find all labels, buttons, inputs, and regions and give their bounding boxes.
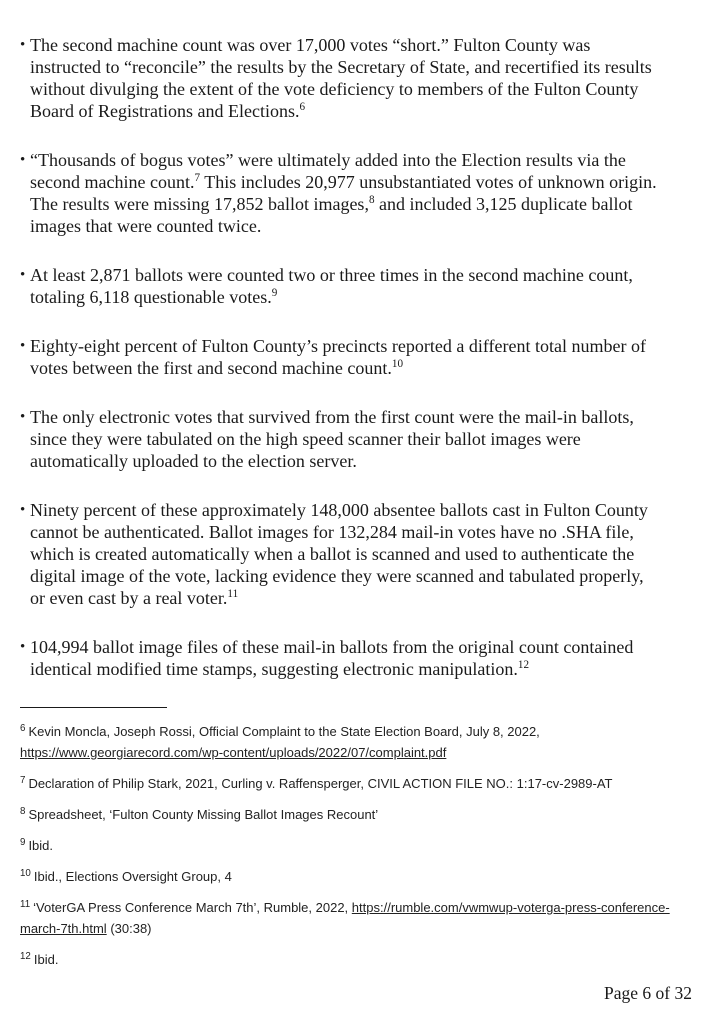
footnote	[20, 897, 710, 939]
footnote-text-segment: Kevin Moncla, Joseph Rossi, Official Complaint to the State Election Board, July 8, 2022,	[28, 724, 540, 739]
footnote-text-segment: Ibid., Elections Oversight Group, 4	[33, 869, 232, 884]
footnote-text-segment: Ibid.	[33, 952, 59, 967]
bullet-text	[30, 264, 662, 308]
footnote-marker: 6	[20, 722, 26, 734]
bullet-marker: •	[20, 409, 26, 425]
bullet-text	[30, 34, 662, 122]
footnote	[20, 835, 710, 856]
bullet-text-segment: Eighty-eight percent of Fulton County’s precincts reported a different total number of votes between the first and second machine count.	[30, 336, 646, 378]
footnote	[20, 866, 710, 887]
footnote-marker: 11	[20, 898, 31, 910]
footnote-marker: 9	[20, 836, 26, 848]
footnote-ref: 9	[271, 287, 278, 299]
footnote-ref: 10	[391, 358, 404, 370]
bullet-marker: •	[20, 152, 26, 168]
footnote-text-segment: Spreadsheet, ‘Fulton County Missing Ballot Images Recount’	[28, 807, 379, 822]
bullet-text	[30, 499, 662, 609]
footnote-link[interactable]: https://rumble.com/vwmwup-voterga-press-conference-march-7th.html	[20, 900, 670, 936]
footnote-marker: 12	[20, 950, 31, 962]
footnote-ref: 12	[517, 659, 530, 671]
bullet-marker: •	[20, 639, 26, 655]
footnote-marker: 8	[20, 805, 26, 817]
footnote-marker: 7	[20, 774, 26, 786]
bullet-marker: •	[20, 338, 26, 354]
bullet-text-segment: The only electronic votes that survived from the first count were the mail-in ballots, since they were tabulated on the high speed scanner their ballot images were automatically uploaded to the election server.	[30, 407, 634, 471]
footnote	[20, 773, 710, 794]
footnote-ref: 8	[368, 194, 375, 206]
bullet-text	[30, 406, 662, 472]
bullet-marker: •	[20, 502, 26, 518]
bullet-marker: •	[20, 37, 26, 53]
footnote	[20, 949, 710, 970]
bullet-text-segment: and included 3,125 duplicate ballot images that were counted twice.	[30, 194, 633, 236]
footnote-ref: 7	[194, 172, 201, 184]
footnote-separator	[20, 707, 167, 708]
bullet-text-segment: Ninety percent of these approximately 148,000 absentee ballots cast in Fulton County cannot be authenticated. Ballot images for 132,284 mail-in votes have no .SHA file, which is created automatically when a ballot is scanned and used to authenticate the digital image of the vote, lacking evidence they were scanned and tabulated properly, or even cast by a real voter.	[30, 500, 648, 608]
bullet-list	[20, 34, 662, 680]
bullet-text	[30, 149, 662, 237]
footnote	[20, 804, 710, 825]
bullet-item	[20, 499, 662, 609]
bullet-marker: •	[20, 267, 26, 283]
bullet-text-segment: 104,994 ballot image files of these mail-in ballots from the original count contained identical modified time stamps, suggesting electronic manipulation.	[30, 637, 634, 679]
footnote-ref: 6	[299, 101, 306, 113]
bullet-text	[30, 335, 662, 379]
bullet-text-segment: “Thousands of bogus votes” were ultimately added into the Election results via the second machine count.	[30, 150, 626, 192]
footnote-ref: 11	[227, 588, 239, 600]
footnote-text-segment: Declaration of Philip Stark, 2021, Curling v. Raffensperger, CIVIL ACTION FILE NO.: 1:17-cv-2989-AT	[28, 776, 613, 791]
bullet-item	[20, 264, 662, 308]
footnote-text-segment: ‘VoterGA Press Conference March 7th’, Rumble, 2022,	[33, 900, 352, 915]
footnote	[20, 721, 710, 763]
footnotes-section	[20, 721, 710, 970]
bullet-text-segment: At least 2,871 ballots were counted two or three times in the second machine count, totaling 6,118 questionable votes.	[30, 265, 633, 307]
bullet-item	[20, 406, 662, 472]
bullet-text-segment: The second machine count was over 17,000 votes “short.” Fulton County was instructed to “reconcile” the results by the Secretary of State, and recertified its results without divulging the extent of the vote deficiency to members of the Fulton County Board of Registrations and Elections.	[30, 35, 652, 121]
bullet-item	[20, 335, 662, 379]
bullet-item	[20, 34, 662, 122]
bullet-item	[20, 149, 662, 237]
bullet-item	[20, 636, 662, 680]
footnote-link[interactable]: https://www.georgiarecord.com/wp-content/uploads/2022/07/complaint.pdf	[20, 745, 447, 760]
footnote-text-segment: (30:38)	[106, 921, 152, 936]
bullet-text-segment: This includes 20,977 unsubstantiated votes of unknown origin. The results were missing 17,852 ballot images,	[30, 172, 657, 214]
footnote-text-segment: Ibid.	[28, 838, 54, 853]
footnote-marker: 10	[20, 867, 31, 879]
bullet-text	[30, 636, 662, 680]
page-number: Page 6 of 32	[604, 983, 692, 1003]
